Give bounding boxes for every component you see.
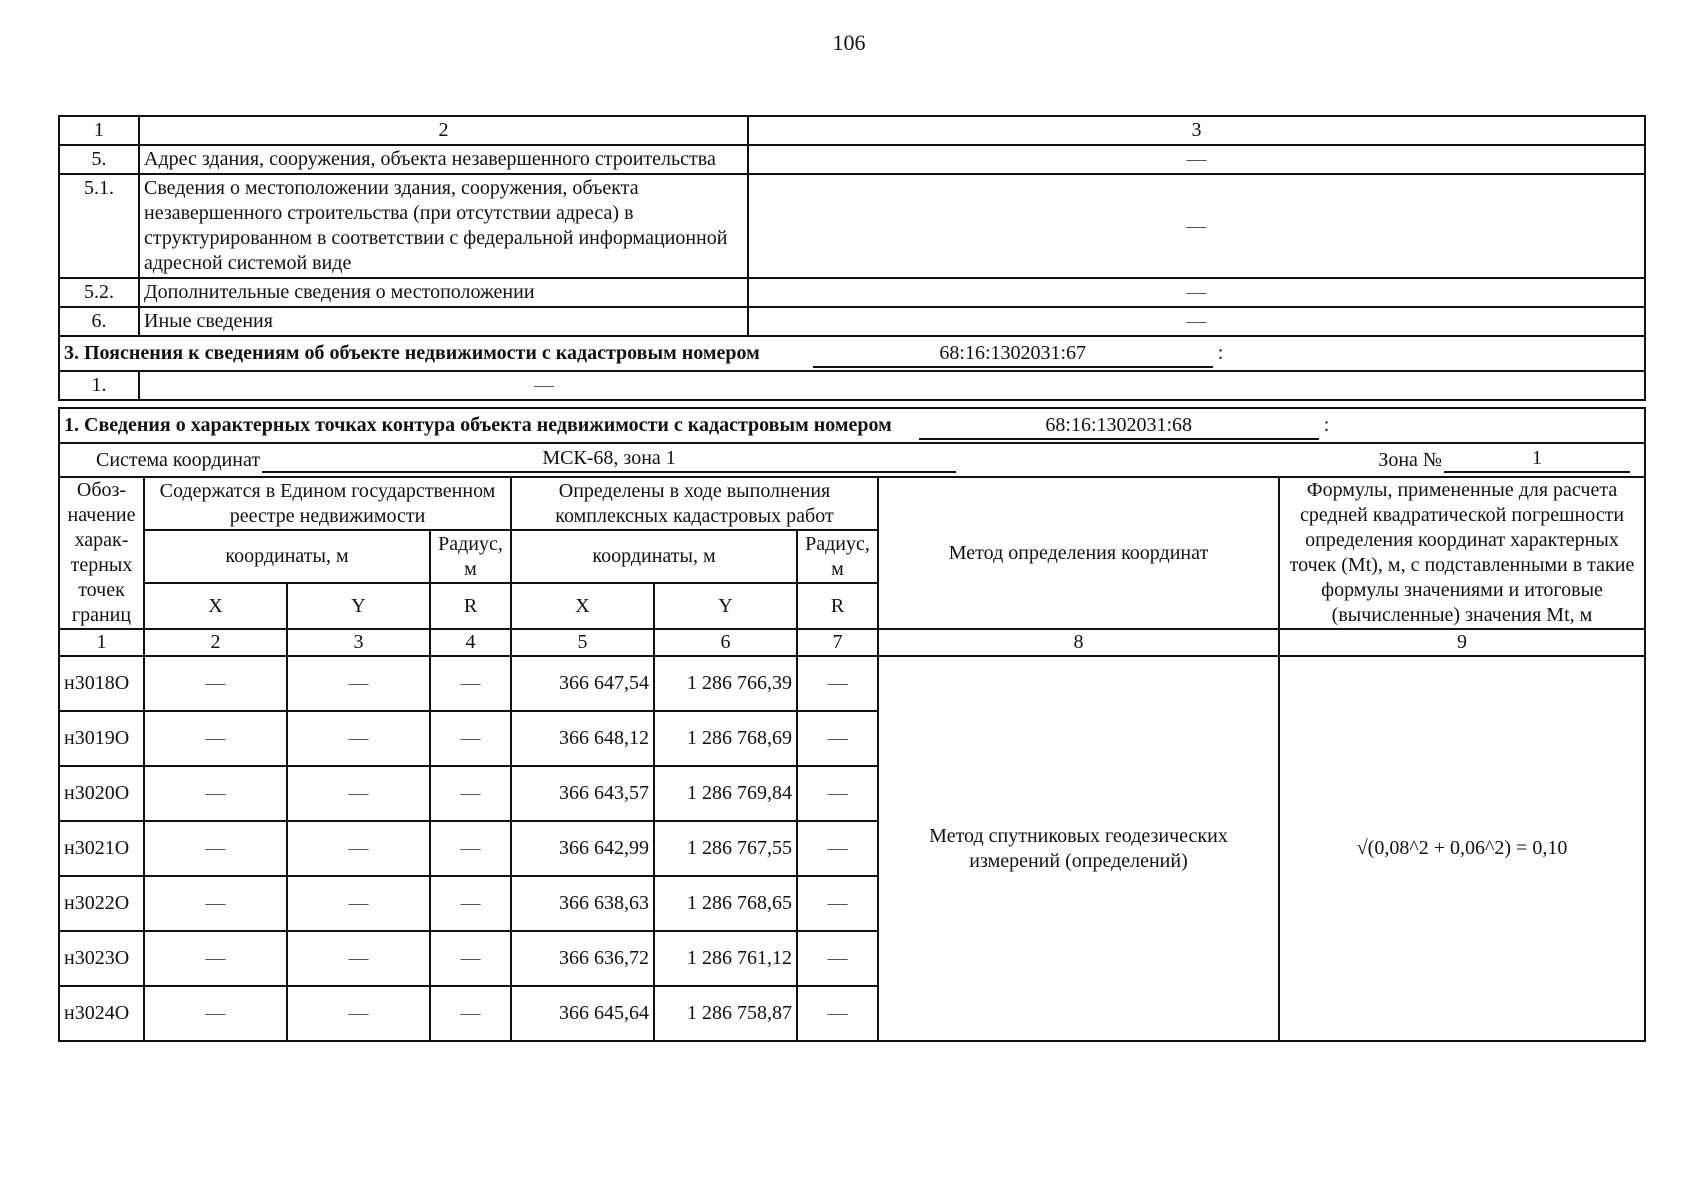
table-row: [59, 174, 1645, 278]
egrn-y: —: [287, 656, 430, 711]
row-label: Иные сведения: [139, 307, 748, 336]
egrn-r-header: R: [430, 583, 511, 629]
page-number: 106: [832, 30, 866, 55]
point-id: н3023О: [59, 931, 144, 986]
egrn-header: Содержатся в Едином государственном реестре недвижимости: [144, 477, 511, 530]
determined-r: —: [797, 876, 878, 931]
determined-x: 366 642,99: [511, 821, 654, 876]
egrn-r: —: [430, 766, 511, 821]
egrn-y: —: [287, 766, 430, 821]
determined-x: 366 648,12: [511, 711, 654, 766]
egrn-radius-header: Радиус, м: [430, 530, 511, 583]
egrn-x-header: X: [144, 583, 287, 629]
section3-suffix: :: [1217, 342, 1224, 364]
determined-x: 366 647,54: [511, 656, 654, 711]
characteristic-points-table: [58, 407, 1646, 1042]
object-info-table: [58, 115, 1646, 401]
header-row-1: [59, 477, 1645, 530]
crs-value: МСК-68, зона 1: [262, 446, 956, 473]
row-value: —: [748, 278, 1645, 307]
determined-r-header: R: [797, 583, 878, 629]
table-row: [59, 145, 1645, 174]
crs-label: Система координат: [96, 449, 261, 471]
column-numbers-row: [59, 116, 1645, 145]
col-num-2: 2: [139, 116, 748, 145]
row-number: 5.1.: [59, 174, 139, 278]
zone-value: 1: [1444, 446, 1630, 473]
determined-x: 366 645,64: [511, 986, 654, 1041]
determined-y: 1 286 766,39: [654, 656, 797, 711]
col-num: 7: [797, 629, 878, 656]
row-number: 1.: [59, 371, 139, 400]
row-label: Адрес здания, сооружения, объекта незавершенного строительства: [139, 145, 748, 174]
method-value: Метод спутниковых геодезических измерений (определений): [878, 656, 1279, 1041]
determined-y: 1 286 768,65: [654, 876, 797, 931]
points-title: 1. Сведения о характерных точках контура объекта недвижимости с кадастровым номером: [64, 414, 892, 436]
determined-coords-header: координаты, м: [511, 530, 797, 583]
column-numbers-row: [59, 629, 1645, 656]
col-num: 4: [430, 629, 511, 656]
egrn-y: —: [287, 711, 430, 766]
egrn-x: —: [144, 766, 287, 821]
egrn-y: —: [287, 876, 430, 931]
determined-r: —: [797, 986, 878, 1041]
determined-x: 366 643,57: [511, 766, 654, 821]
determined-r: —: [797, 711, 878, 766]
section3-row: [59, 371, 1645, 400]
egrn-r: —: [430, 821, 511, 876]
col-num: 2: [144, 629, 287, 656]
determined-r: —: [797, 766, 878, 821]
section3-title-row: [59, 336, 1645, 371]
row-label: Сведения о местоположении здания, сооружения, объекта незавершенного строительства (при отсутствии адреса) в структурированном в соответствии с федеральной информационной адресной системой виде: [139, 174, 748, 278]
egrn-coords-header: координаты, м: [144, 530, 430, 583]
egrn-r: —: [430, 711, 511, 766]
determined-x: 366 636,72: [511, 931, 654, 986]
egrn-y: —: [287, 931, 430, 986]
point-id: н3021О: [59, 821, 144, 876]
row-number: 5.: [59, 145, 139, 174]
determined-radius-header: Радиус, м: [797, 530, 878, 583]
zone-label: Зона №: [1378, 449, 1442, 471]
determined-header: Определены в ходе выполнения комплексных кадастровых работ: [511, 477, 878, 530]
row-number: 6.: [59, 307, 139, 336]
determined-y: 1 286 761,12: [654, 931, 797, 986]
determined-y: 1 286 767,55: [654, 821, 797, 876]
determined-x-header: X: [511, 583, 654, 629]
formula-header: Формулы, примененные для расчета средней квадратической погрешности определения координат характерных точек (Mt), м, с подставленными в такие формулы значениями и итоговые (вычисленные) значения Mt, м: [1279, 477, 1645, 629]
determined-y: 1 286 758,87: [654, 986, 797, 1041]
col-num: 5: [511, 629, 654, 656]
determined-r: —: [797, 821, 878, 876]
point-id: н3018О: [59, 656, 144, 711]
determined-x: 366 638,63: [511, 876, 654, 931]
document-sheet: [58, 115, 1646, 1042]
col-num: 9: [1279, 629, 1645, 656]
determined-r: —: [797, 656, 878, 711]
table-row: [59, 656, 1645, 711]
method-header: Метод определения координат: [878, 477, 1279, 629]
egrn-r: —: [430, 986, 511, 1041]
egrn-r: —: [430, 931, 511, 986]
points-suffix: :: [1323, 414, 1330, 436]
col-num: 8: [878, 629, 1279, 656]
egrn-x: —: [144, 986, 287, 1041]
point-id: н3020О: [59, 766, 144, 821]
egrn-y: —: [287, 986, 430, 1041]
row-value: —: [748, 145, 1645, 174]
row-value: —: [139, 371, 1645, 400]
row-label: Дополнительные сведения о местоположении: [139, 278, 748, 307]
determined-y-header: Y: [654, 583, 797, 629]
points-title-row: [59, 408, 1645, 443]
egrn-r: —: [430, 656, 511, 711]
col-num: 6: [654, 629, 797, 656]
determined-r: —: [797, 931, 878, 986]
egrn-r: —: [430, 876, 511, 931]
designation-header: Обоз- начение харак- терных точек границ: [59, 477, 144, 629]
egrn-x: —: [144, 876, 287, 931]
egrn-y: —: [287, 821, 430, 876]
egrn-x: —: [144, 821, 287, 876]
determined-y: 1 286 768,69: [654, 711, 797, 766]
col-num: 3: [287, 629, 430, 656]
crs-row: [59, 443, 1645, 477]
table-row: [59, 278, 1645, 307]
formula-value: √(0,08^2 + 0,06^2) = 0,10: [1279, 656, 1645, 1041]
table-row: [59, 307, 1645, 336]
section3-cadastral-number: 68:16:1302031:67: [813, 341, 1213, 368]
point-id: н3022О: [59, 876, 144, 931]
row-value: —: [748, 174, 1645, 278]
col-num-1: 1: [59, 116, 139, 145]
egrn-x: —: [144, 656, 287, 711]
determined-y: 1 286 769,84: [654, 766, 797, 821]
col-num-3: 3: [748, 116, 1645, 145]
point-id: н3019О: [59, 711, 144, 766]
point-id: н3024О: [59, 986, 144, 1041]
col-num: 1: [59, 629, 144, 656]
egrn-x: —: [144, 931, 287, 986]
points-cadastral-number: 68:16:1302031:68: [919, 413, 1319, 440]
egrn-y-header: Y: [287, 583, 430, 629]
section3-title: 3. Пояснения к сведениям об объекте недвижимости с кадастровым номером: [64, 342, 760, 364]
row-value: —: [748, 307, 1645, 336]
row-number: 5.2.: [59, 278, 139, 307]
egrn-x: —: [144, 711, 287, 766]
